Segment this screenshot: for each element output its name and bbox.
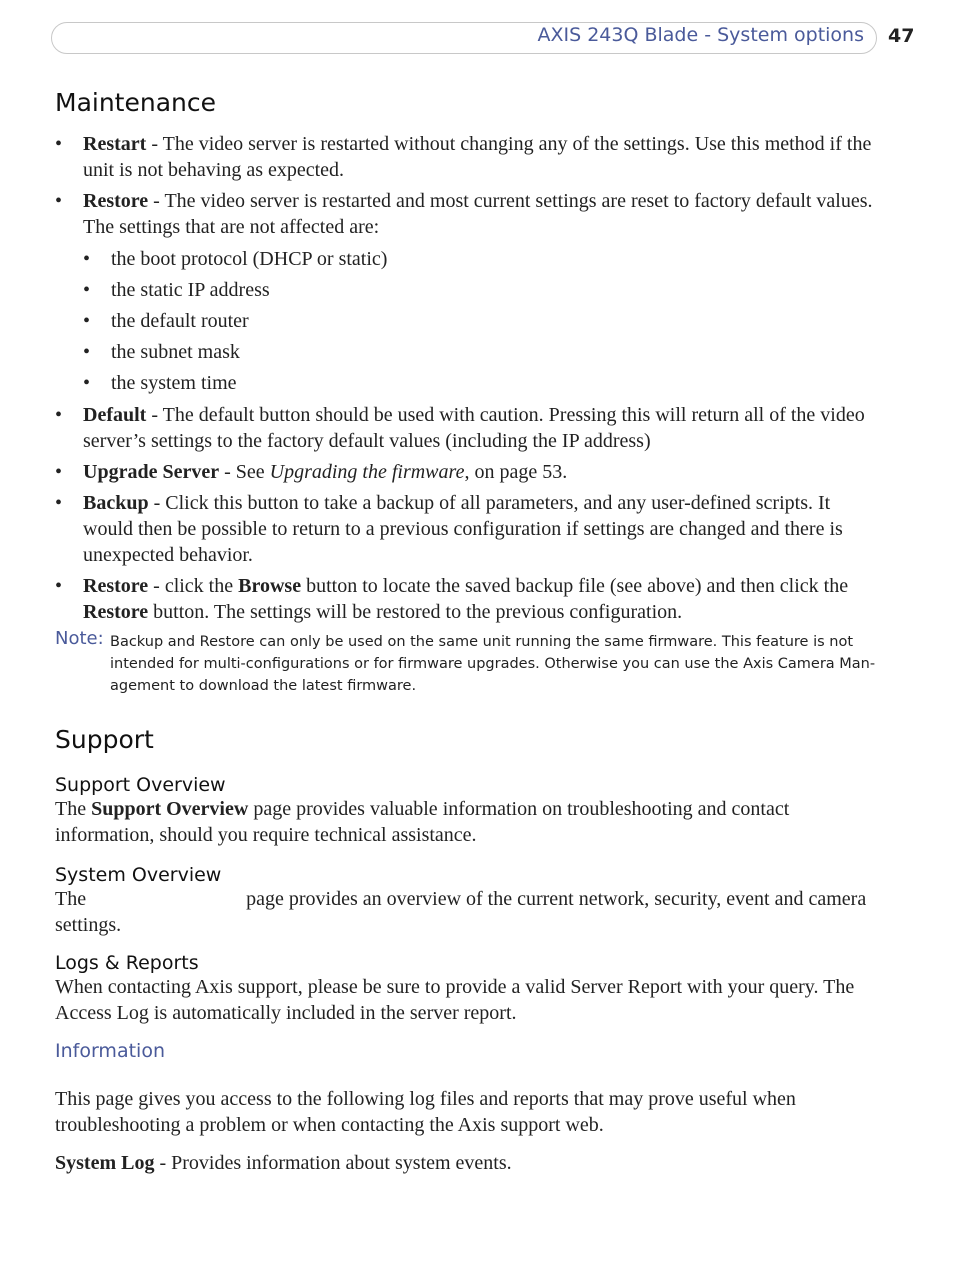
maintenance-list [55, 131, 885, 625]
list-item [55, 131, 885, 183]
note-block [55, 628, 885, 697]
bullet-icon: • [55, 575, 63, 597]
page-content [55, 88, 885, 1176]
item-text: - The video server is restarted and most current settings are reset to factory default values. The settings that are not affected are: [83, 190, 873, 238]
item-term: Default [83, 404, 147, 426]
browse-term: Browse [238, 575, 302, 597]
bullet-icon: • [83, 341, 91, 363]
restore-term: Restore [83, 601, 149, 623]
bullet-icon: • [83, 248, 91, 270]
bullet-icon: • [83, 372, 91, 394]
system-log-term: System Log [55, 1152, 155, 1174]
item-text: , on page 53. [464, 461, 568, 483]
page-number: 47 [888, 25, 915, 47]
paragraph-text: - Provides information about system events. [154, 1152, 512, 1174]
sub-list-item [55, 308, 885, 334]
list-item [55, 188, 885, 396]
bullet-icon: • [55, 404, 63, 426]
item-term: Upgrade Server [83, 461, 220, 483]
item-text: button to locate the saved backup file (see above) and then click the [301, 575, 849, 597]
note-term: Backup [110, 634, 164, 650]
information-text: This page gives you access to the following log files and reports that may prove useful when troubleshooting a problem or when contacting the Axis support web. [55, 1088, 796, 1136]
bullet-icon: • [83, 310, 91, 332]
list-item [55, 573, 885, 625]
sub-item-text: the boot protocol (DHCP or static) [111, 248, 388, 270]
item-term: Restore [83, 190, 149, 212]
note-term: Restore [199, 634, 255, 650]
system-overview-text: The page provides an overview of the current network, security, event and camera settings. [55, 888, 872, 936]
item-text: - The default button should be used with caution. Pressing this will return all of the video server’s settings to the factory default values (including the IP address) [83, 404, 865, 452]
item-term: Restart [83, 133, 147, 155]
firmware-link[interactable]: Upgrading the firmware [269, 461, 465, 483]
support-overview-heading: Support Overview [55, 774, 226, 796]
support-overview-text [55, 796, 885, 848]
item-text: - The video server is restarted without changing any of the settings. Use this method if the unit is not behaving as expected. [83, 133, 872, 181]
paragraph-text: The [55, 798, 92, 820]
item-term: Backup [83, 492, 149, 514]
sub-list-item [55, 339, 885, 365]
logs-reports-heading: Logs & Reports [55, 952, 199, 974]
item-text: - See [219, 461, 270, 483]
support-heading: Support [55, 725, 154, 754]
sub-item-text: the static IP address [111, 279, 270, 301]
header-title: AXIS 243Q Blade - System options [537, 24, 864, 46]
bullet-icon: • [55, 492, 63, 514]
bullet-icon: • [55, 190, 63, 212]
sub-item-text: the default router [111, 310, 249, 332]
unaffected-settings-list [55, 246, 885, 396]
system-log-text [55, 1150, 885, 1176]
list-item [55, 490, 885, 568]
sub-list-item [55, 246, 885, 272]
paragraph-text: page provides valuable information on troubleshooting and contact information, should you require technical assistance. [55, 798, 790, 846]
bullet-icon: • [83, 279, 91, 301]
note-text: can only be used on the same unit running the same firmware. This feature is not intended for multi-configurations or for firmware upgrades. Otherwise you can use the Axis Camera Man-agement to download the latest firmware. [110, 634, 876, 694]
system-overview-heading: System Overview [55, 864, 222, 886]
item-text: button. The settings will be restored to the previous configuration. [148, 601, 683, 623]
note-label: Note: [55, 628, 104, 649]
information-heading: Information [55, 1040, 165, 1062]
logs-reports-text: When contacting Axis support, please be sure to provide a valid Server Report with your query. The Access Log is automatically included in the server report. [55, 976, 855, 1024]
sub-list-item [55, 277, 885, 303]
support-overview-term: Support Overview [91, 798, 249, 820]
bullet-icon: • [55, 461, 63, 483]
sub-list-item [55, 370, 885, 396]
item-text: - Click this button to take a backup of all parameters, and any user-defined scripts. It would then be possible to return to a previous configuration if settings are changed and there is unexpected behavior. [83, 492, 843, 566]
note-text: and [163, 634, 200, 650]
list-item [55, 402, 885, 454]
list-item [55, 459, 885, 485]
sub-item-text: the system time [111, 372, 237, 394]
sub-item-text: the subnet mask [111, 341, 240, 363]
bullet-icon: • [55, 133, 63, 155]
maintenance-heading: Maintenance [55, 88, 216, 117]
item-text: - click the [148, 575, 239, 597]
item-term: Restore [83, 575, 149, 597]
